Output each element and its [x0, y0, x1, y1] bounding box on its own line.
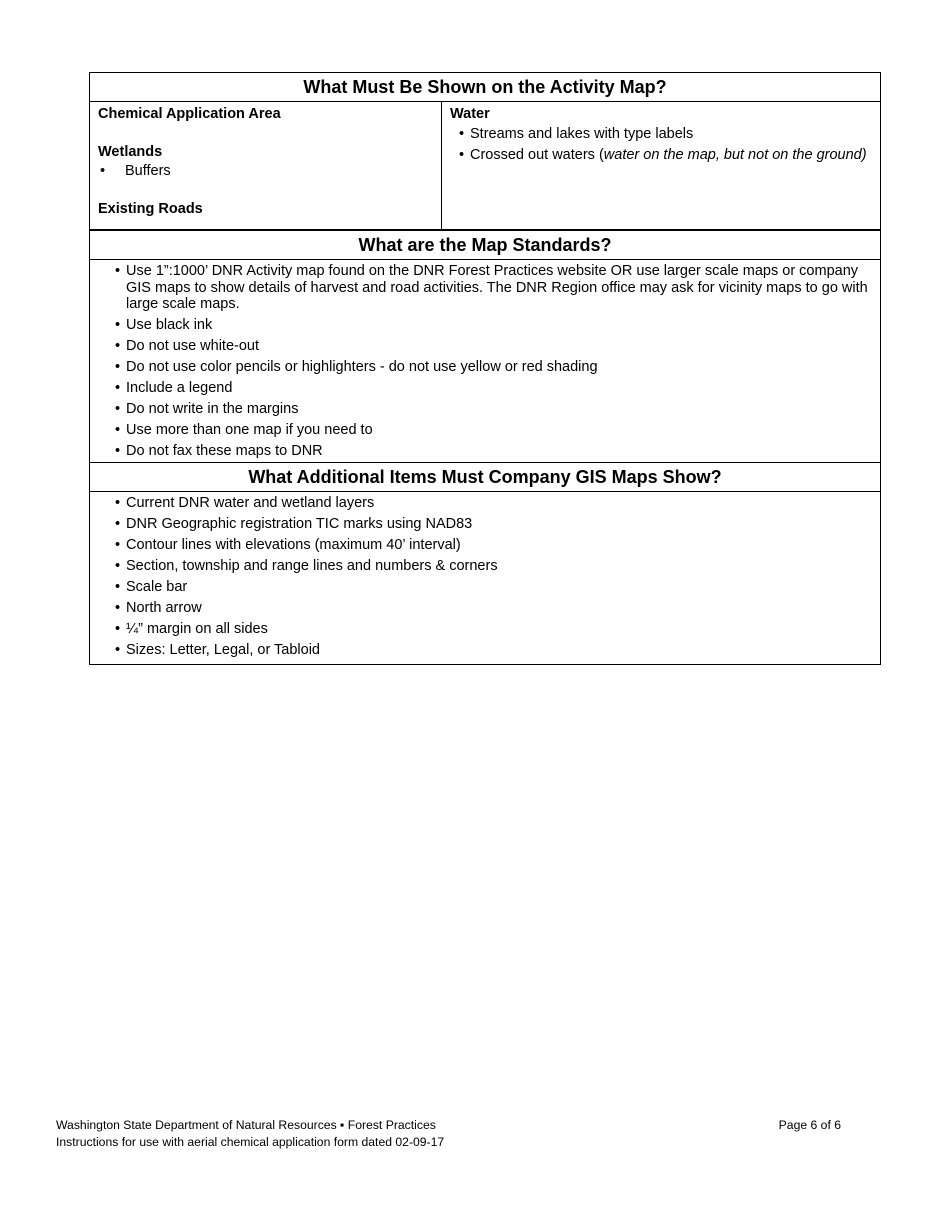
- list-item: • Buffers: [98, 162, 433, 181]
- list-item: • North arrow: [98, 600, 872, 617]
- wetlands-list: [98, 162, 433, 181]
- list-item: • Use black ink: [98, 317, 872, 334]
- gis-items-section: [90, 495, 880, 665]
- list-item: • Do not use color pencils or highlighters - do not use yellow or red shading: [98, 359, 872, 376]
- list-item: • Do not write in the margins: [98, 401, 872, 418]
- page-number: Page 6 of 6: [778, 1118, 841, 1132]
- chemical-application-area-heading: Chemical Application Area: [98, 106, 281, 122]
- water-list: [450, 126, 872, 164]
- list-item: • Include a legend: [98, 380, 872, 397]
- list-item: • Section, township and range lines and numbers & corners: [98, 558, 872, 575]
- activity-map-right-column: [442, 102, 880, 229]
- footer-agency: Washington State Department of Natural Resources ▪ Forest Practices: [56, 1118, 436, 1132]
- list-item: • Contour lines with elevations (maximum 40’ interval): [98, 537, 872, 554]
- activity-map-row: [90, 101, 880, 229]
- list-item: • ¼” margin on all sides: [98, 621, 872, 638]
- list-item: • DNR Geographic registration TIC marks using NAD83: [98, 516, 872, 533]
- crossed-out-waters-italic: water on the map, but not on the ground): [603, 147, 867, 163]
- list-item: • Sizes: Letter, Legal, or Tabloid: [98, 642, 872, 659]
- instructions-table: [89, 72, 881, 665]
- list-item: • Use 1”:1000’ DNR Activity map found on the DNR Forest Practices website OR use larger scale maps or company GIS maps to show details of harvest and road activities. The DNR Region office may ask for vicinity maps to go with large scale maps.: [98, 263, 872, 313]
- map-standards-title: What are the Map Standards?: [358, 235, 612, 255]
- wetlands-heading: Wetlands: [98, 144, 163, 160]
- list-item: • Do not fax these maps to DNR: [98, 443, 872, 460]
- list-item: • Use more than one map if you need to: [98, 422, 872, 439]
- footer-form-note: Instructions for use with aerial chemical application form dated 02-09-17: [56, 1135, 445, 1149]
- existing-roads-heading: Existing Roads: [98, 201, 203, 217]
- list-item: • Streams and lakes with type labels: [450, 126, 872, 143]
- list-item: [450, 147, 872, 164]
- page-footer: [56, 1117, 841, 1151]
- activity-map-left-column: [90, 102, 442, 229]
- crossed-out-waters-text: Crossed out waters (: [470, 147, 604, 163]
- list-item: • Scale bar: [98, 579, 872, 596]
- water-heading: Water: [450, 106, 490, 122]
- activity-map-title: What Must Be Shown on the Activity Map?: [303, 77, 667, 97]
- list-item: • Current DNR water and wetland layers: [98, 495, 872, 512]
- list-item: • Do not use white-out: [98, 338, 872, 355]
- gis-items-title: What Additional Items Must Company GIS Maps Show?: [248, 466, 722, 487]
- gis-items-list: [98, 495, 872, 659]
- map-standards-list: [98, 263, 872, 460]
- map-standards-section: [90, 263, 880, 462]
